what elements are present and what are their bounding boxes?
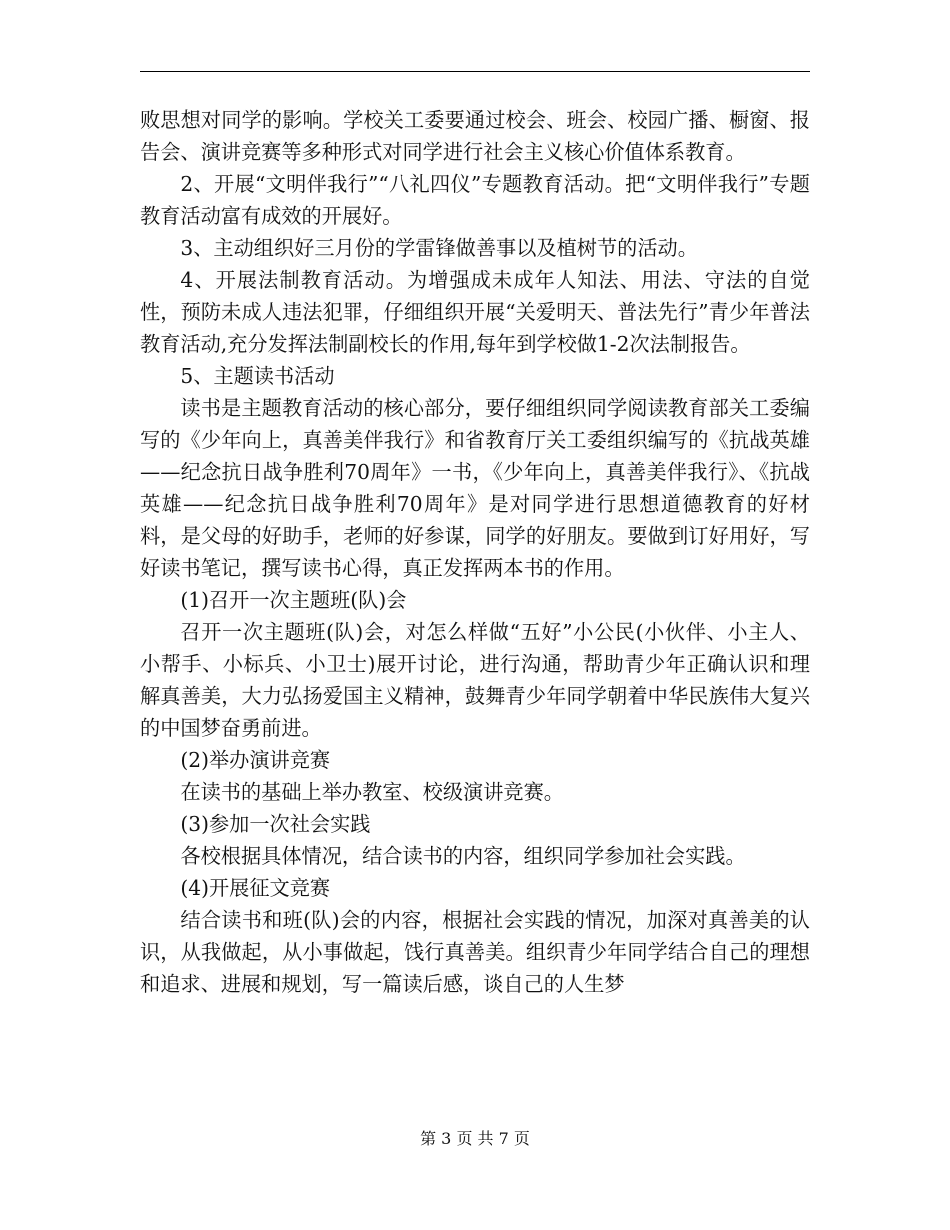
paragraph-speech-contest: 在读书的基础上举办教室、校级演讲竞赛。 (180, 780, 564, 804)
subheading-4: (4)开展征文竞赛 (180, 876, 331, 900)
subheading-2: (2)举办演讲竞赛 (180, 748, 331, 772)
paragraph-social-practice: 各校根据具体情况，结合读书的内容，组织同学参加社会实践。 (180, 844, 746, 868)
paragraph-continuation: 败思想对同学的影响。学校关工委要通过校会、班会、校园广播、橱窗、报告会、演讲竞赛等多种形式对同学进行社会主义核心价值体系教育。 (140, 108, 810, 164)
subheading-1: (1)召开一次主题班(队)会 (180, 588, 407, 612)
paragraph-item-2: 2、开展“文明伴我行”“八礼四仪”专题教育活动。把“文明伴我行”专题教育活动富有成效的开展好。 (140, 172, 810, 228)
paragraph-item-5-heading: 5、主题读书活动 (180, 364, 335, 388)
paragraph-item-4: 4、开展法制教育活动。为增强成未成年人知法、用法、守法的自觉性，预防未成人违法犯罪，仔细组织开展“关爱明天、普法先行”青少年普法教育活动,充分发挥法制副校长的作用,每年到学校做1-2次法制报告。 (140, 268, 810, 356)
paragraph-essay-contest: 结合读书和班(队)会的内容，根据社会实践的情况，加深对真善美的认识，从我做起，从小事做起，饯行真善美。组织青少年同学结合自己的理想和追求、进展和规划，写一篇读后感，谈自己的人生梦 (140, 908, 810, 996)
page-number: 第 3 页 共 7 页 (420, 1129, 530, 1148)
paragraph-class-meeting: 召开一次主题班(队)会，对怎么样做“五好”小公民(小伙伴、小主人、小帮手、小标兵、小卫士)展开讨论，进行沟通，帮助青少年正确认识和理解真善美，大力弘扬爱国主义精神，鼓舞青少年同学朝着中华民族伟大复兴的中国梦奋勇前进。 (140, 620, 810, 740)
subheading-3: (3)参加一次社会实践 (180, 812, 371, 836)
paragraph-reading: 读书是主题教育活动的核心部分，要仔细组织同学阅读教育部关工委编写的《少年向上，真善美伴我行》和省教育厅关工委组织编写的《抗战英雄——纪念抗日战争胜利70周年》一书，《少年向上，真善美伴我行》、《抗战英雄——纪念抗日战争胜利70周年》是对同学进行思想道德教育的好材料，是父母的好助手，老师的好参谋，同学的好朋友。要做到订好用好，写好读书笔记，撰写读书心得，真正发挥两本书的作用。 (140, 396, 810, 580)
document-body (140, 104, 810, 1000)
paragraph-item-3: 3、主动组织好三月份的学雷锋做善事以及植树节的活动。 (180, 236, 698, 260)
header-rule (140, 71, 810, 72)
